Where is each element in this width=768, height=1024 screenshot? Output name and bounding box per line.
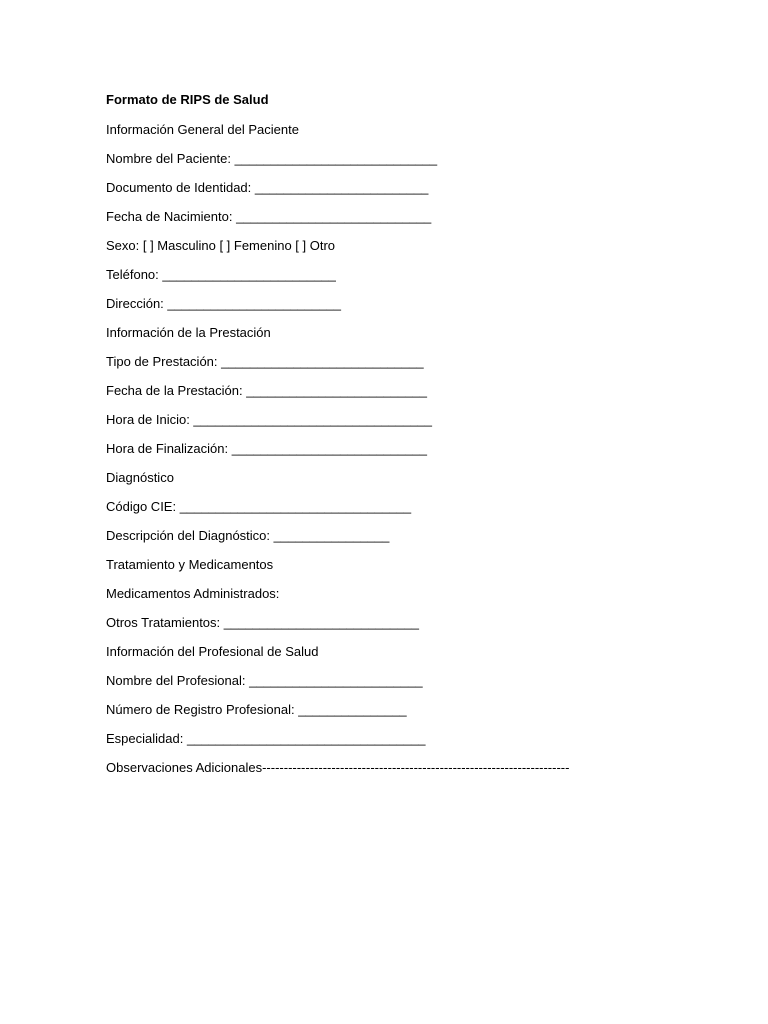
field-cie-code: Código CIE: ________________________________ xyxy=(106,499,412,514)
field-additional-observations: Observaciones Adicionales----------------------------------------------------------------------- xyxy=(106,760,570,775)
field-patient-name: Nombre del Paciente: ____________________________ xyxy=(106,151,438,166)
document-page xyxy=(106,90,666,787)
field-service-date: Fecha de la Prestación: _________________________ xyxy=(106,383,427,398)
field-identity-document: Documento de Identidad: ________________________ xyxy=(106,180,429,195)
field-medications-administered: Medicamentos Administrados: xyxy=(106,586,280,601)
field-professional-name: Nombre del Profesional: ________________________ xyxy=(106,673,423,688)
field-birth-date: Fecha de Nacimiento: ___________________________ xyxy=(106,209,432,224)
field-specialty: Especialidad: _________________________________ xyxy=(106,731,426,746)
section-heading-professional-info: Información del Profesional de Salud xyxy=(106,644,319,659)
section-heading-patient-info: Información General del Paciente xyxy=(106,122,299,137)
field-other-treatments: Otros Tratamientos: ___________________________ xyxy=(106,615,419,630)
field-professional-registration: Número de Registro Profesional: _______________ xyxy=(106,702,407,717)
field-start-time: Hora de Inicio: _________________________________ xyxy=(106,412,433,427)
section-heading-treatment: Tratamiento y Medicamentos xyxy=(106,557,274,572)
document-title: Formato de RIPS de Salud xyxy=(106,92,269,107)
section-heading-diagnosis: Diagnóstico xyxy=(106,470,174,485)
field-service-type: Tipo de Prestación: ____________________________ xyxy=(106,354,424,369)
field-address: Dirección: ________________________ xyxy=(106,296,341,311)
field-sex: Sexo: [ ] Masculino [ ] Femenino [ ] Otro xyxy=(106,238,336,253)
field-phone: Teléfono: ________________________ xyxy=(106,267,336,282)
section-heading-service-info: Información de la Prestación xyxy=(106,325,271,340)
field-diagnosis-description: Descripción del Diagnóstico: ________________ xyxy=(106,528,390,543)
field-end-time: Hora de Finalización: ___________________________ xyxy=(106,441,427,456)
